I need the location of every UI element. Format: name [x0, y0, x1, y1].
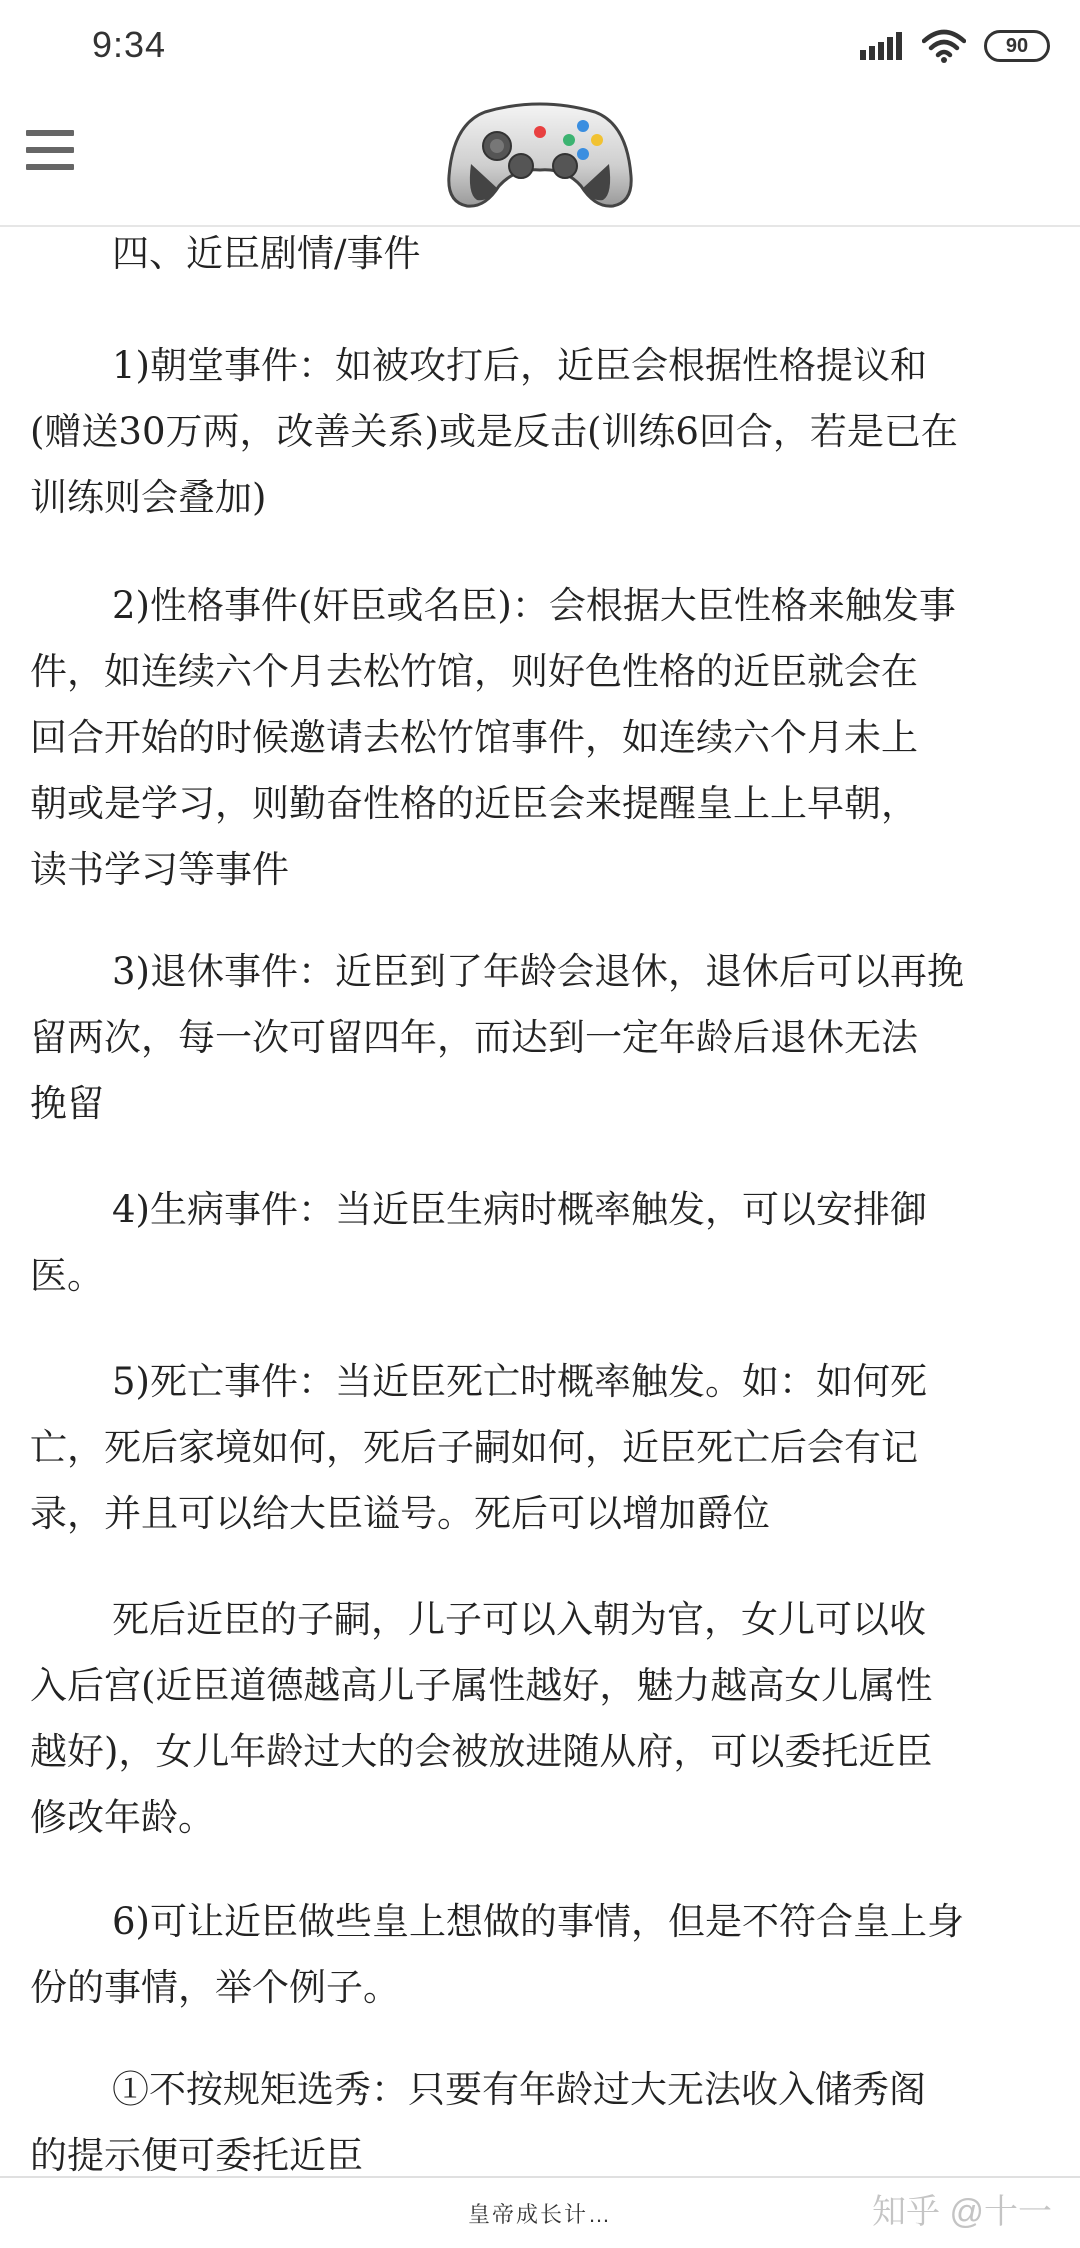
text-line: 挽留	[30, 1082, 104, 1125]
text-line: 医。	[30, 1254, 104, 1297]
text-line: 读书学习等事件	[30, 848, 289, 891]
article-content	[0, 228, 1080, 2176]
gamepad-icon[interactable]	[445, 98, 635, 210]
text-line: 的提示便可委托近臣	[30, 2134, 363, 2176]
text-line: 件，如连续六个月去松竹馆，则好色性格的近臣就会在	[30, 650, 918, 693]
paragraph-delegate	[30, 1889, 1050, 2021]
battery-indicator	[984, 30, 1050, 62]
text-line: (赠送30万两，改善关系)或是反击(训练6回合，若是已在	[30, 410, 958, 453]
text-line: 1)朝堂事件：如被攻打后，近臣会根据性格提议和	[112, 344, 927, 387]
hamburger-menu-icon[interactable]	[26, 130, 74, 170]
text-line: 5)死亡事件：当近臣死亡时概率触发。如：如何死	[112, 1360, 927, 1403]
app-header	[0, 90, 1080, 227]
paragraph-death-event	[30, 1349, 1050, 1547]
wifi-icon	[922, 29, 966, 63]
text-line: 份的事情，举个例子。	[30, 1966, 400, 2009]
status-time: 9:34	[92, 24, 167, 65]
text-line: 入后宫(近臣道德越高儿子属性越好，魅力越高女儿属性	[30, 1664, 933, 1707]
text-line: 修改年龄。	[30, 1796, 215, 1839]
text-line: 留两次，每一次可留四年，而达到一定年龄后退休无法	[30, 1016, 918, 1059]
bottom-bar	[0, 2176, 1080, 2248]
signal-icon	[860, 32, 904, 60]
section-heading: 四、近臣剧情/事件	[112, 232, 421, 275]
paragraph-court-event	[30, 333, 1050, 531]
text-line: 亡，死后家境如何，死后子嗣如何，近臣死亡后会有记	[30, 1426, 918, 1469]
text-line: 越好)，女儿年龄过大的会被放进随从府，可以委托近臣	[30, 1730, 933, 1773]
status-icons	[860, 26, 1050, 66]
paragraph-heirs	[30, 1587, 1050, 1851]
text-line: 训练则会叠加)	[30, 476, 267, 519]
paragraph-sick-event	[30, 1177, 1050, 1309]
text-line: 3)退休事件：近臣到了年龄会退休，退休后可以再挽	[112, 950, 964, 993]
paragraph-retire-event	[30, 939, 1050, 1137]
text-line: ①不按规矩选秀：只要有年龄过大无法收入储秀阁	[112, 2068, 926, 2111]
battery-level: 90	[1005, 34, 1029, 57]
watermark: 知乎 @十一	[872, 2193, 1052, 2231]
page-title: 皇帝成长计…	[467, 2202, 612, 2227]
paragraph-selection	[30, 2057, 1050, 2176]
paragraph-personality-event	[30, 573, 1050, 903]
text-line: 2)性格事件(奸臣或名臣)：会根据大臣性格来触发事	[112, 584, 956, 627]
text-line: 录，并且可以给大臣谥号。死后可以增加爵位	[30, 1492, 770, 1535]
text-line: 4)生病事件：当近臣生病时概率触发，可以安排御	[112, 1188, 927, 1231]
text-line: 朝或是学习，则勤奋性格的近臣会来提醒皇上上早朝，	[30, 782, 918, 825]
status-bar	[0, 0, 1080, 90]
text-line: 死后近臣的子嗣，儿子可以入朝为官，女儿可以收	[112, 1598, 926, 1641]
text-line: 6)可让近臣做些皇上想做的事情，但是不符合皇上身	[112, 1900, 964, 1943]
text-line: 回合开始的时候邀请去松竹馆事件，如连续六个月未上	[30, 716, 918, 759]
